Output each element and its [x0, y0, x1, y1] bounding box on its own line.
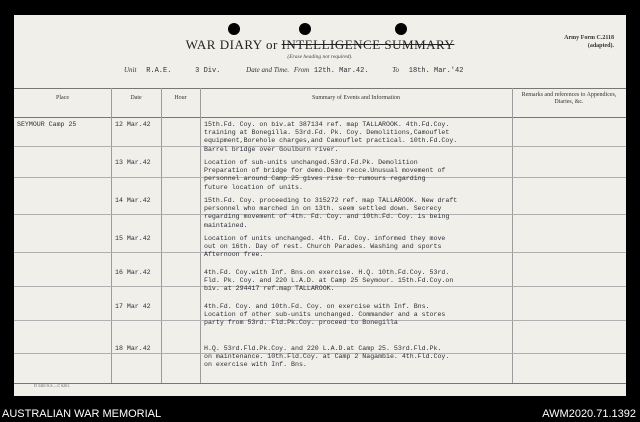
entry-date: 17 Mar 42	[115, 303, 151, 310]
form-number: Army Form C.2118	[564, 35, 614, 41]
header-rule	[14, 117, 626, 118]
punch-hole	[228, 23, 240, 35]
punch-hole	[299, 23, 311, 35]
form-title	[14, 37, 626, 53]
header-summary: Summary of Events and Information	[312, 95, 400, 101]
to-label: To	[392, 66, 400, 74]
diary-table	[14, 88, 626, 384]
column-divider	[512, 88, 513, 384]
to-value: 18th. Mar.'42	[408, 67, 464, 75]
entry-summary: Location of sub-units unchanged.53rd.Fd.Pk. Demolition Preparation of bridge for demo.Demo recce.Unusual movement of personnel around Camp 25 gives rise to rumours regarding future location of units.	[204, 159, 446, 191]
entry-date: 16 Mar.42	[115, 269, 151, 276]
archive-caption: AUSTRALIAN WAR MEMORIAL	[2, 408, 162, 420]
date-time-label: Date and Time.	[246, 66, 290, 74]
column-divider	[200, 88, 201, 384]
diary-page	[14, 15, 626, 396]
header-place: Place	[56, 95, 69, 101]
column-divider	[111, 88, 112, 384]
entry-date: 13 Mar.42	[115, 159, 151, 166]
entry-summary: 4th.Fd. Coy.with Inf. Bns.on exercise. H.Q. 10th.Fd.Coy. 53rd. Fld. Pk. Coy. and 220 L.A.D. at Camp 25 Seymour. 15th.Fd.Coy.on biv. at 294417 ref.map TALLAROOK.	[204, 269, 454, 293]
unit-line	[124, 66, 546, 75]
header-remarks: Remarks and references to Appendices, Diaries, &c.	[521, 92, 617, 105]
title-war-diary: WAR DIARY or	[185, 37, 282, 52]
unit-value: R.A.E.	[146, 67, 172, 75]
from-label: From	[293, 66, 310, 74]
form-number-block	[564, 34, 614, 50]
punch-hole	[395, 23, 407, 35]
entry-date: 12 Mar.42	[115, 121, 151, 128]
entry-date: 18 Mar.42	[115, 345, 151, 352]
unit-label: Unit	[124, 66, 137, 74]
table-bottom-rule	[14, 383, 626, 384]
entry-date: 14 Mar.42	[115, 197, 151, 204]
division-value: 3 Div.	[195, 67, 221, 75]
entry-summary: 4th.Fd. Coy. and 10th.Fd. Coy. on exercise with Inf. Bns. Location of other sub-units unchanged. Commander and a stores party from 53rd. Fld.Pk.Coy. proceed to Bonegilla	[204, 303, 446, 327]
header-hour: Hour	[174, 95, 187, 101]
entry-summary: H.Q. 53rd.Fld.Pk.Coy. and 220 L.A.D.at Camp 25. 53rd.Fld.Pk. on maintenance. 10th.Fld.Coy. at Camp 2 Nagambie. 4th.Fld.Coy. on exercise with Inf. Bns.	[204, 345, 450, 369]
catalogue-number: AWM2020.71.1392	[542, 408, 636, 420]
form-note: (adapted).	[587, 43, 614, 49]
entry-summary: 15th.Fd. Coy. on biv.at 387134 ref. map TALLAROOK. 4th.Fd.Coy. training at Bonegilla. 53rd.Fd. Pk. Coy. Demolitions,Camouflet equipment,Borehole charges,and Camouflet practical. 10th.Fd.Coy. Barrel bridge over Goulburn river.	[204, 121, 458, 153]
entry-date: 15 Mar.42	[115, 235, 151, 242]
entry-place: SEYMOUR Camp 25	[17, 121, 77, 128]
form-subtitle: (Erase heading not required).	[287, 54, 353, 60]
title-intelligence-summary: INTELLIGENCE SUMMARY	[281, 37, 455, 52]
print-code: D 3461/S.S.—C 6261.	[34, 383, 71, 388]
entry-summary: Location of units unchanged. 4th. Fd. Coy. informed they move out on 16th. Day of rest. Church Parades. Washing and sports Afternoon free.	[204, 235, 446, 259]
table-top-rule	[14, 88, 626, 89]
entry-summary: 15th.Fd. Coy. proceeding to 315272 ref. map TALLAROOK. New draft personnel who marched in on 13th. seem settled down. Secrecy regarding movement of 4th. Fd. Coy. and 10th.Fd. Coy. is being maintained.	[204, 197, 458, 229]
column-divider	[161, 88, 162, 384]
from-value: 12th. Mar.42.	[313, 67, 369, 75]
header-date: Date	[130, 95, 142, 101]
